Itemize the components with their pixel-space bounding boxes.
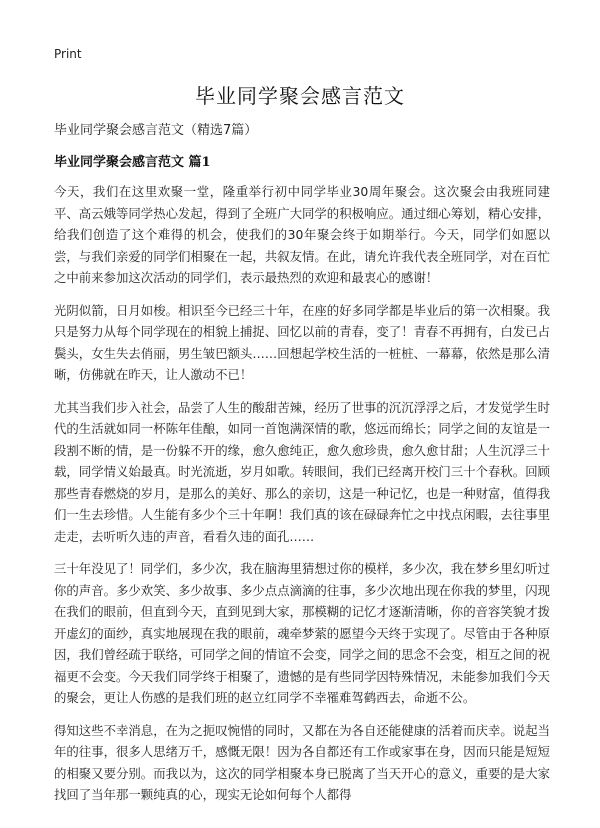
document-title: 毕业同学聚会感言范文 <box>195 84 405 108</box>
print-link[interactable]: Print <box>54 47 82 61</box>
paragraph-3: 尤其当我们步入社会，品尝了人生的酸甜苦辣，经历了世事的沉沉浮浮之后，才发觉学生时代的生活就如同一杯陈年佳酿，如同一首饱满深情的歌，悠远而绵长；同学之间的友谊是一段割不断的情，是一份躲不开的缘，愈久愈纯正，愈久愈珍贵，愈久愈甘甜；人生沉浮三十载，同学情义始最真。时光流逝，岁月如歌。转眼间，我们已经离开校门三十个春秋。回顾那些青春燃烧的岁月，是那么的美好、那么的亲切，这是一种记忆，也是一种财富，值得我们一生去珍惜。人生能有多少个三十年啊！我们真的该在碌碌奔忙之中找点闲暇，去往事里走走，去听听久违的声音，看看久违的面孔…… <box>54 399 550 544</box>
paragraph-4: 三十年没见了！同学们，多少次，我在脑海里猜想过你的模样，多少次，我在梦乡里幻听过你的声音。多少欢笑、多少故事、多少点点滴滴的往事，多少次地出现在你我的梦里，闪现在我们的眼前，但直到今天，直到见到大家，那模糊的记忆才逐渐清晰，你的音容笑貌才拨开虚幻的面纱，真实地展现在我的眼前，魂牵梦萦的愿望今天终于实现了。尽管由于各种原因，我们曾经疏于联络，可同学之间的情谊不会变，同学之间的思念不会变，相互之间的祝福更不会变。今天我们同学终于相聚了，遗憾的是有些同学因特殊情况，未能参加我们今天的聚会，更让人伤感的是我们班的赵立红同学不幸罹难驾鹤西去，命逝不公。 <box>54 561 550 705</box>
paragraph-2: 光阴似箭，日月如梭。相识至今已经三十年，在座的好多同学都是毕业后的第一次相聚。我只是努力从每个同学现在的相貌上捕捉、回忆以前的青春，变了！青春不再拥有，白发已占鬓头，女生失去俏丽，男生皱巴额头……回想起学校生活的一桩桩、一幕幕，依然是那么清晰，仿佛就在昨天，让人激动不已！ <box>54 302 550 382</box>
document-body <box>54 181 550 817</box>
paragraph-5: 得知这些不幸消息，在为之扼叹惋惜的同时，又都在为各自还能健康的活着而庆幸。说起当年的往事，很多人思绪万千，感慨无限！因为各自都还有工作或家事在身，因而只能是短短的相聚又要分别。而我以为，这次的同学相聚本身已脱离了当天开心的意义，重要的是大家找回了当年那一颗纯真的心，现实无论如何每个人都得 <box>54 722 550 802</box>
document-subtitle: 毕业同学聚会感言范文（精选7篇） <box>54 123 258 138</box>
paragraph-1: 今天，我们在这里欢聚一堂，隆重举行初中同学毕业30周年聚会。这次聚会由我班同建平、高云娥等同学热心发起，得到了全班广大同学的积极响应。通过细心筹划，精心安排，给我们创造了这个难得的机会，使我们的30年聚会终于如期举行。今天，同学们如愿以尝，与我们亲爱的同学们相聚在一起，共叙友情。在此，请允许我代表全班同学，对在百忙之中前来参加这次活动的同学们，表示最热烈的欢迎和最衷心的感谢！ <box>54 184 550 285</box>
section-heading: 毕业同学聚会感言范文 篇1 <box>54 155 211 170</box>
